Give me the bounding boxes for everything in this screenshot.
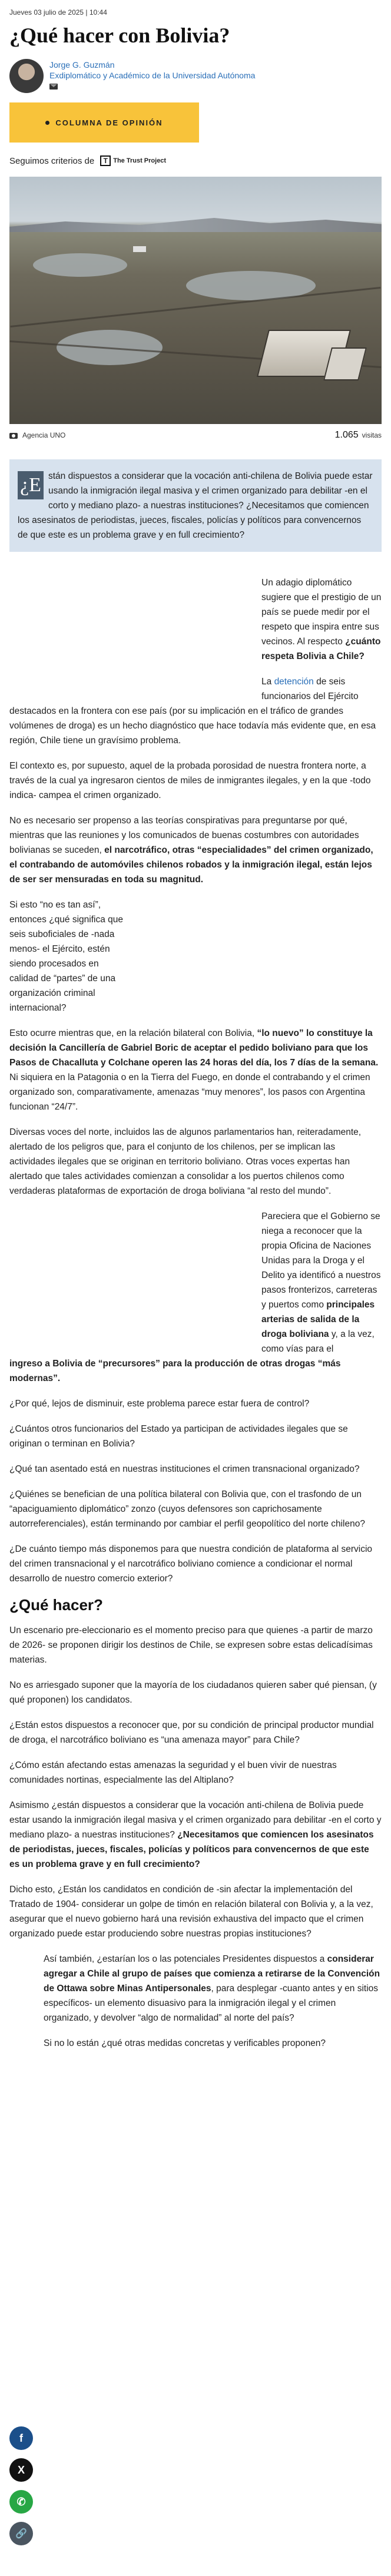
article-body (9, 575, 382, 2051)
mail-icon[interactable] (49, 84, 58, 90)
photo-truck-cab (323, 347, 367, 380)
paragraph: ingreso a Bolivia de “precursores” para la producción de otras drogas “más modernas”. (9, 1359, 341, 1383)
paragraph: ¿Están estos dispuestos a reconocer que, por su condición de principal productor mundial de droga, el narcotráfico boliviano es “una amenaza mayor” para Chile? (9, 1720, 374, 1745)
paragraph: Si esto “no es tan así”, entonces ¿qué significa que seis suboficiales de -nada menos- el Ejército, estén siendo procesados en calidad de “partes” de una organización criminal internacional? (9, 900, 124, 1013)
paragraph: No es arriesgado suponer que la mayoría de los ciudadanos quieren saber qué piensan, (y qué proponen) los candidatos. (9, 1680, 377, 1705)
photo-puddle (33, 253, 127, 277)
paragraph: ¿Por qué, lejos de disminuir, este problema parece estar fuera de control? (9, 1399, 310, 1409)
camera-icon (9, 433, 18, 439)
paragraph: Un adagio diplomático sugiere que el prestigio de un país se puede medir por el respeto que inspira entre sus vecinos. Al respecto ¿cuánto respeta Bolivia a Chile? (261, 578, 382, 661)
section-heading: ¿Qué hacer? (9, 1596, 103, 1614)
trust-project-name: The Trust Project (113, 157, 167, 164)
paragraph: La detención de seis funcionarios del Ejército (261, 677, 359, 701)
whatsapp-share-icon[interactable]: ✆ (9, 2490, 33, 2514)
article-title: ¿Qué hacer con Bolivia? (9, 24, 230, 47)
paragraph: Diversas voces del norte, incluidos las de algunos parlamentarios han, reiteradamente, alertado de los peligros que, para el conjunto de los chilenos, per se implican las actividades ilegales que se originan en territorio boliviano. Otras voces expertas han alertado que tales actividades comienzan a consolidar a los puertos chilenos como verdaderas plataformas de exportación de droga boliviana “al resto del mundo”. (9, 1127, 362, 1196)
trust-label: Seguimos criterios de (9, 155, 95, 166)
paragraph: ¿Cuántos otros funcionarios del Estado ya participan de actividades ilegales que se originan o terminan en Bolivia? (9, 1424, 348, 1449)
lead-text: stán dispuestos a considerar que la vocación anti-chilena de Bolivia puede estar usando la inmigración ilegal masiva y el crimen organizado para debilitar -en el corto y mediano plazo- a nuestras instituciones? ¿Necesitamos que comiencen los asesinatos de periodistas, jueces, fiscales, policías y políticos para convencernos de que este es un problema grave y en full crecimiento? (18, 471, 373, 540)
lead-box (9, 459, 382, 552)
paragraph: Si no lo están ¿qué otras medidas concretas y verificables proponen? (44, 2038, 326, 2048)
paragraph: ¿De cuánto tiempo más disponemos para que nuestra condición de plataforma al servicio del crimen transnacional y el narcotráfico boliviano comience a condicionar el normal desarrollo de nuestro comercio exterior? (9, 1544, 373, 1584)
author-block (9, 59, 382, 93)
x-share-icon[interactable]: X (9, 2458, 33, 2482)
author-name-link[interactable]: Jorge G. Guzmán (49, 60, 115, 69)
paragraph: ¿Qué tan asentado está en nuestras instituciones el crimen transnacional organizado? (9, 1464, 360, 1474)
author-role[interactable]: Exdiplomático y Académico de la Universidad Autónoma (49, 71, 256, 80)
trust-project-icon: T (100, 155, 111, 166)
paragraph: Así también, ¿estarían los o las potenciales Presidentes dispuestos a considerar agregar a Chile al grupo de países que comienza a retirarse de la Convención de Ottawa sobre Minas Antipersonales, para desplegar -cuanto antes y en sitios específicos- un elemento disuasivo para la inmigración ilegal y el crimen organizado, y devolver “algo de normalidad” al norte del país? (44, 1954, 380, 2023)
opinion-column-button[interactable] (9, 102, 199, 143)
trust-project-logo[interactable] (100, 155, 166, 166)
detention-link[interactable]: detención (274, 677, 314, 687)
paragraph: Asimismo ¿están dispuestos a considerar que la vocación anti-chilena de Bolivia puede estar usando la inmigración ilegal masiva y el crimen organizado para debilitar -en el corto y mediano plazo- a nuestras instituciones? ¿Necesitamos que comiencen los asesinatos de periodistas, jueces, fiscales, policías y políticos para convencernos de que este es un problema grave y en full crecimiento? (9, 1800, 382, 1869)
paragraph: Pareciera que el Gobierno se niega a reconocer que la propia Oficina de Naciones Unidas para la Droga y el Delito ya identificó a nuestros pasos fronterizos, carreteras y puertos como principales arterias de salida de la droga boliviana y, a la vez, como vías para el (261, 1211, 381, 1354)
dropcap: ¿E (18, 471, 44, 499)
author-avatar[interactable] (9, 59, 44, 93)
paragraph: Esto ocurre mientras que, en la relación bilateral con Bolivia, “lo nuevo” lo constituye la decisión la Cancillería de Gabriel Boric de aceptar el pedido boliviano para que los Pasos de Chacalluta y Colchane operen las 24 horas del día, los 7 días de la semana. Ni siquiera en la Patagonia o en la Tierra del Fuego, en donde el contrabando y el crimen organizado son, comparativamente, amenazas “muy menores”, los pasos con Argentina funcionan “24/7”. (9, 1028, 379, 1112)
paragraph: ¿Quiénes se benefician de una política bilateral con Bolivia que, con el trasfondo de un “apaciguamiento diplomático” zonzo (cuyos defensores son caprichosamente autorreferenciales), están terminando por cambiar el perfil geopolítico del norte chileno? (9, 1489, 365, 1529)
views-label: visitas (362, 431, 382, 439)
paragraph: No es necesario ser propenso a las teorías conspirativas para preguntarse por qué, mientras que las reuniones y los comunicados de buenas costumbres con autoridades bolivianas se suceden, el narcotráfico, otras “especialidades” del crimen organizado, el contrabando de automóviles chilenos robados y la inmigración ilegal, están lejos de ser ser mensuradas en toda su magnitud. (9, 816, 373, 885)
paragraph: El contexto es, por supuesto, aquel de la probada porosidad de nuestra frontera norte, a través de la cual ya ingresaron cientos de miles de inmigrantes ilegales, y en la que -todo indica- campea el crimen organizado. (9, 761, 371, 800)
copy-link-icon[interactable]: 🔗 (9, 2522, 33, 2545)
article-photo (9, 177, 382, 424)
photo-hills (9, 214, 382, 232)
photo-credit-text: Agencia UNO (22, 431, 66, 439)
photo-vehicle (133, 246, 146, 252)
publish-date: Jueves 03 julio de 2025 | 10:44 (9, 8, 107, 16)
views-counter (335, 430, 382, 441)
bullet-icon (45, 121, 49, 125)
paragraph: ¿Cómo están afectando estas amenazas la seguridad y el buen vivir de nuestras comunidades nortinas, especialmente las del Altiplano? (9, 1760, 337, 1785)
photo-credit (9, 431, 65, 439)
paragraph: destacados en la frontera con ese país (por su implicación en el tráfico de grandes volúmenes de droga) es un hecho diagnóstico que hace todavía más evidente que, en esa región, Chile tiene un gravísimo problema. (9, 706, 376, 746)
views-count: 1.065 (334, 430, 359, 440)
facebook-share-icon[interactable]: f (9, 2426, 33, 2450)
photo-caption-row (9, 430, 382, 441)
trust-project-row (9, 155, 382, 166)
paragraph: Un escenario pre-eleccionario es el momento preciso para que quienes -a partir de marzo de 2026- se proponen dirigir los destinos de Chile, se expresen sobre estas delicadísimas materias. (9, 1625, 373, 1665)
opinion-column-label: COLUMNA DE OPINIÓN (55, 118, 163, 127)
paragraph: Dicho esto, ¿Están los candidatos en condición de -sin afectar la implementación del Tratado de 1904- considerar un golpe de timón en relación bilateral con Bolivia y, a la vez, asegurar que el nuevo gobierno hará una revisión exhaustiva del impacto que el crimen organizado puede estar produciendo sobre nuestras propias instituciones? (9, 1885, 373, 1939)
